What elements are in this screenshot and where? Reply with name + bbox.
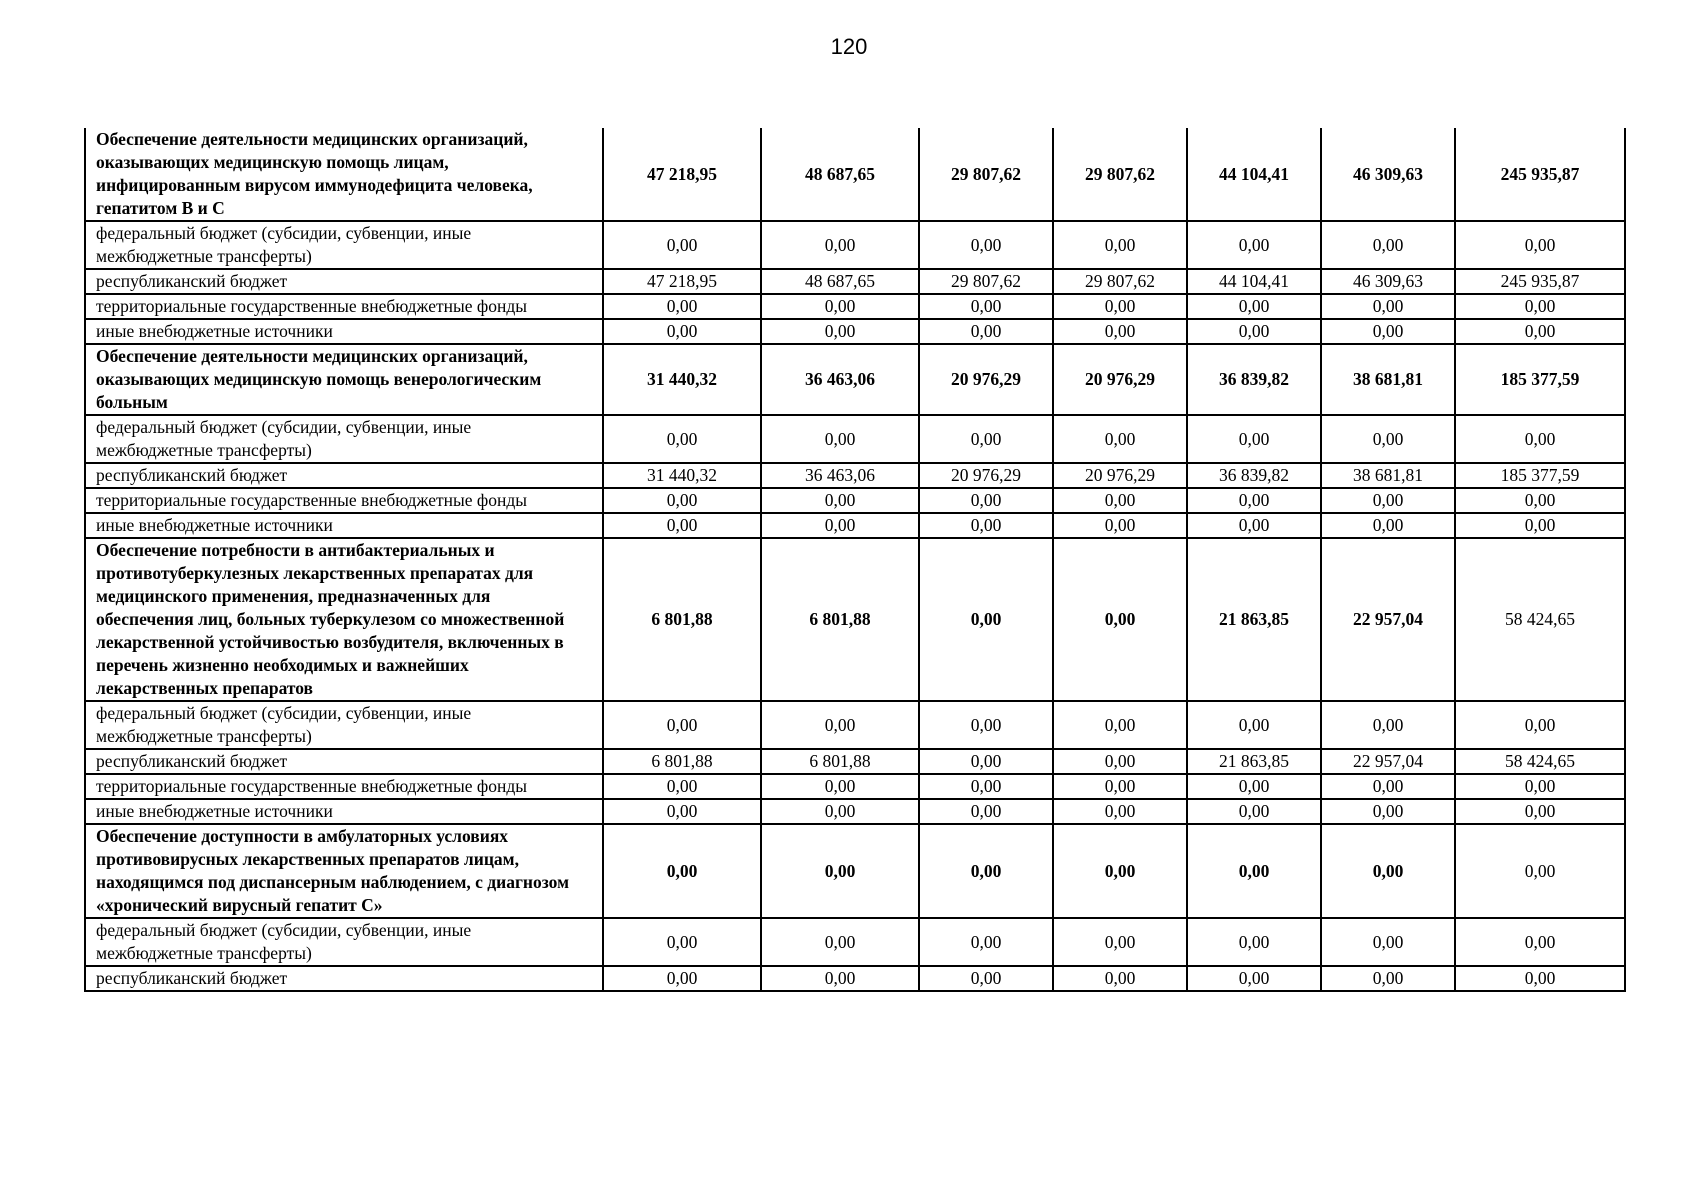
value-cell: 0,00 [919, 538, 1053, 701]
value-cell: 31 440,32 [603, 344, 761, 415]
value-cell: 6 801,88 [603, 749, 761, 774]
table-row-section [85, 128, 1625, 221]
value-cell: 0,00 [761, 966, 919, 991]
value-cell: 6 801,88 [761, 749, 919, 774]
table-row [85, 774, 1625, 799]
value-cell: 0,00 [1455, 319, 1625, 344]
value-cell: 0,00 [603, 513, 761, 538]
row-label: республиканский бюджет [85, 463, 603, 488]
table-row [85, 415, 1625, 463]
table-row [85, 513, 1625, 538]
value-cell: 0,00 [761, 799, 919, 824]
value-cell: 0,00 [1187, 221, 1321, 269]
value-cell: 0,00 [761, 774, 919, 799]
value-cell: 0,00 [1455, 513, 1625, 538]
row-label: республиканский бюджет [85, 749, 603, 774]
value-cell: 0,00 [603, 319, 761, 344]
value-cell: 0,00 [761, 918, 919, 966]
value-cell: 0,00 [919, 294, 1053, 319]
value-cell: 0,00 [919, 749, 1053, 774]
table-row-section [85, 824, 1625, 918]
value-cell: 0,00 [919, 966, 1053, 991]
value-cell: 0,00 [1187, 415, 1321, 463]
value-cell: 0,00 [1053, 319, 1187, 344]
value-cell: 29 807,62 [919, 269, 1053, 294]
value-cell: 36 463,06 [761, 463, 919, 488]
value-cell: 0,00 [1053, 966, 1187, 991]
value-cell: 0,00 [1455, 415, 1625, 463]
value-cell: 0,00 [603, 918, 761, 966]
table-row-section [85, 538, 1625, 701]
page-number: 120 [830, 34, 868, 59]
value-cell: 0,00 [761, 824, 919, 918]
value-cell: 0,00 [1187, 294, 1321, 319]
value-cell: 36 463,06 [761, 344, 919, 415]
table-row [85, 799, 1625, 824]
value-cell: 0,00 [1455, 488, 1625, 513]
row-label: Обеспечение деятельности медицинских организаций, оказывающих медицинскую помощь лицам, инфицированным вирусом иммунодефицита человека, гепатитом В и С [85, 128, 603, 221]
value-cell: 47 218,95 [603, 269, 761, 294]
value-cell: 44 104,41 [1187, 269, 1321, 294]
value-cell: 0,00 [1321, 701, 1455, 749]
value-cell: 185 377,59 [1455, 463, 1625, 488]
value-cell: 0,00 [761, 294, 919, 319]
row-label: иные внебюджетные источники [85, 799, 603, 824]
row-label: федеральный бюджет (субсидии, субвенции, иные межбюджетные трансферты) [85, 221, 603, 269]
value-cell: 0,00 [1053, 221, 1187, 269]
value-cell: 0,00 [1187, 966, 1321, 991]
value-cell: 0,00 [1053, 749, 1187, 774]
value-cell: 0,00 [1053, 294, 1187, 319]
value-cell: 0,00 [1187, 799, 1321, 824]
value-cell: 0,00 [1321, 513, 1455, 538]
value-cell: 46 309,63 [1321, 128, 1455, 221]
value-cell: 0,00 [1321, 799, 1455, 824]
value-cell: 0,00 [603, 966, 761, 991]
row-label: федеральный бюджет (субсидии, субвенции, иные межбюджетные трансферты) [85, 415, 603, 463]
row-label: иные внебюджетные источники [85, 513, 603, 538]
value-cell: 20 976,29 [1053, 463, 1187, 488]
row-label: территориальные государственные внебюджетные фонды [85, 488, 603, 513]
value-cell: 47 218,95 [603, 128, 761, 221]
value-cell: 29 807,62 [919, 128, 1053, 221]
value-cell: 0,00 [603, 799, 761, 824]
value-cell: 185 377,59 [1455, 344, 1625, 415]
value-cell: 44 104,41 [1187, 128, 1321, 221]
value-cell: 0,00 [761, 319, 919, 344]
row-label: Обеспечение доступности в амбулаторных условиях противовирусных лекарственных препаратов лицам, находящимся под диспансерным наблюдением, с диагнозом «хронический вирусный гепатит С» [85, 824, 603, 918]
value-cell: 0,00 [1455, 774, 1625, 799]
table-row [85, 269, 1625, 294]
value-cell: 0,00 [603, 824, 761, 918]
value-cell: 0,00 [919, 513, 1053, 538]
value-cell: 0,00 [603, 488, 761, 513]
value-cell: 0,00 [1187, 513, 1321, 538]
table-row [85, 294, 1625, 319]
value-cell: 48 687,65 [761, 128, 919, 221]
row-label: территориальные государственные внебюджетные фонды [85, 294, 603, 319]
value-cell: 29 807,62 [1053, 128, 1187, 221]
value-cell: 0,00 [1053, 799, 1187, 824]
value-cell: 0,00 [919, 221, 1053, 269]
value-cell: 0,00 [761, 221, 919, 269]
value-cell: 0,00 [919, 918, 1053, 966]
row-label: федеральный бюджет (субсидии, субвенции, иные межбюджетные трансферты) [85, 701, 603, 749]
value-cell: 0,00 [761, 488, 919, 513]
value-cell: 0,00 [761, 701, 919, 749]
value-cell: 6 801,88 [603, 538, 761, 701]
value-cell: 0,00 [1053, 415, 1187, 463]
table-row [85, 488, 1625, 513]
row-label: Обеспечение деятельности медицинских организаций, оказывающих медицинскую помощь венерологическим больным [85, 344, 603, 415]
value-cell: 36 839,82 [1187, 344, 1321, 415]
value-cell: 0,00 [1187, 918, 1321, 966]
value-cell: 0,00 [1455, 918, 1625, 966]
table-row [85, 966, 1625, 991]
value-cell: 58 424,65 [1455, 538, 1625, 701]
value-cell: 20 976,29 [1053, 344, 1187, 415]
value-cell: 29 807,62 [1053, 269, 1187, 294]
value-cell: 0,00 [603, 221, 761, 269]
value-cell: 0,00 [919, 701, 1053, 749]
table-row [85, 463, 1625, 488]
value-cell: 58 424,65 [1455, 749, 1625, 774]
value-cell: 0,00 [1187, 774, 1321, 799]
value-cell: 0,00 [761, 513, 919, 538]
value-cell: 0,00 [1321, 319, 1455, 344]
value-cell: 245 935,87 [1455, 269, 1625, 294]
value-cell: 0,00 [1321, 488, 1455, 513]
row-label: территориальные государственные внебюджетные фонды [85, 774, 603, 799]
value-cell: 0,00 [1053, 488, 1187, 513]
row-label: иные внебюджетные источники [85, 319, 603, 344]
value-cell: 38 681,81 [1321, 344, 1455, 415]
value-cell: 0,00 [1187, 319, 1321, 344]
value-cell: 31 440,32 [603, 463, 761, 488]
value-cell: 38 681,81 [1321, 463, 1455, 488]
value-cell: 0,00 [1321, 918, 1455, 966]
value-cell: 0,00 [919, 824, 1053, 918]
value-cell: 0,00 [1455, 294, 1625, 319]
value-cell: 22 957,04 [1321, 538, 1455, 701]
value-cell: 6 801,88 [761, 538, 919, 701]
value-cell: 0,00 [1321, 774, 1455, 799]
value-cell: 22 957,04 [1321, 749, 1455, 774]
table-row [85, 319, 1625, 344]
value-cell: 0,00 [603, 774, 761, 799]
row-label: республиканский бюджет [85, 269, 603, 294]
value-cell: 20 976,29 [919, 463, 1053, 488]
value-cell: 46 309,63 [1321, 269, 1455, 294]
value-cell: 0,00 [1321, 221, 1455, 269]
value-cell: 0,00 [1053, 774, 1187, 799]
value-cell: 0,00 [603, 294, 761, 319]
budget-table [84, 128, 1626, 992]
value-cell: 0,00 [919, 415, 1053, 463]
value-cell: 0,00 [1053, 538, 1187, 701]
value-cell: 0,00 [1455, 799, 1625, 824]
row-label: федеральный бюджет (субсидии, субвенции, иные межбюджетные трансферты) [85, 918, 603, 966]
value-cell: 0,00 [1321, 966, 1455, 991]
value-cell: 0,00 [1053, 824, 1187, 918]
value-cell: 245 935,87 [1455, 128, 1625, 221]
value-cell: 0,00 [1053, 701, 1187, 749]
value-cell: 0,00 [1455, 701, 1625, 749]
row-label: республиканский бюджет [85, 966, 603, 991]
value-cell: 0,00 [919, 488, 1053, 513]
value-cell: 0,00 [1321, 824, 1455, 918]
value-cell: 0,00 [1455, 824, 1625, 918]
value-cell: 0,00 [1455, 966, 1625, 991]
value-cell: 0,00 [1187, 701, 1321, 749]
value-cell: 0,00 [919, 799, 1053, 824]
value-cell: 0,00 [919, 319, 1053, 344]
value-cell: 0,00 [919, 774, 1053, 799]
table-row [85, 701, 1625, 749]
table-row [85, 918, 1625, 966]
value-cell: 0,00 [1455, 221, 1625, 269]
value-cell: 21 863,85 [1187, 538, 1321, 701]
value-cell: 0,00 [1321, 415, 1455, 463]
value-cell: 20 976,29 [919, 344, 1053, 415]
value-cell: 0,00 [1053, 918, 1187, 966]
table-row [85, 221, 1625, 269]
value-cell: 0,00 [1187, 488, 1321, 513]
value-cell: 48 687,65 [761, 269, 919, 294]
table-row [85, 749, 1625, 774]
row-label: Обеспечение потребности в антибактериальных и противотуберкулезных лекарственных препаратах для медицинского применения, предназначенных для обеспечения лиц, больных туберкулезом со множественной лекарственной устойчивостью возбудителя, включенных в перечень жизненно необходимых и важнейших лекарственных препаратов [85, 538, 603, 701]
value-cell: 0,00 [603, 701, 761, 749]
value-cell: 21 863,85 [1187, 749, 1321, 774]
value-cell: 0,00 [1053, 513, 1187, 538]
value-cell: 0,00 [761, 415, 919, 463]
table-row-section [85, 344, 1625, 415]
value-cell: 0,00 [1187, 824, 1321, 918]
value-cell: 36 839,82 [1187, 463, 1321, 488]
budget-table-body [85, 128, 1625, 991]
value-cell: 0,00 [1321, 294, 1455, 319]
value-cell: 0,00 [603, 415, 761, 463]
